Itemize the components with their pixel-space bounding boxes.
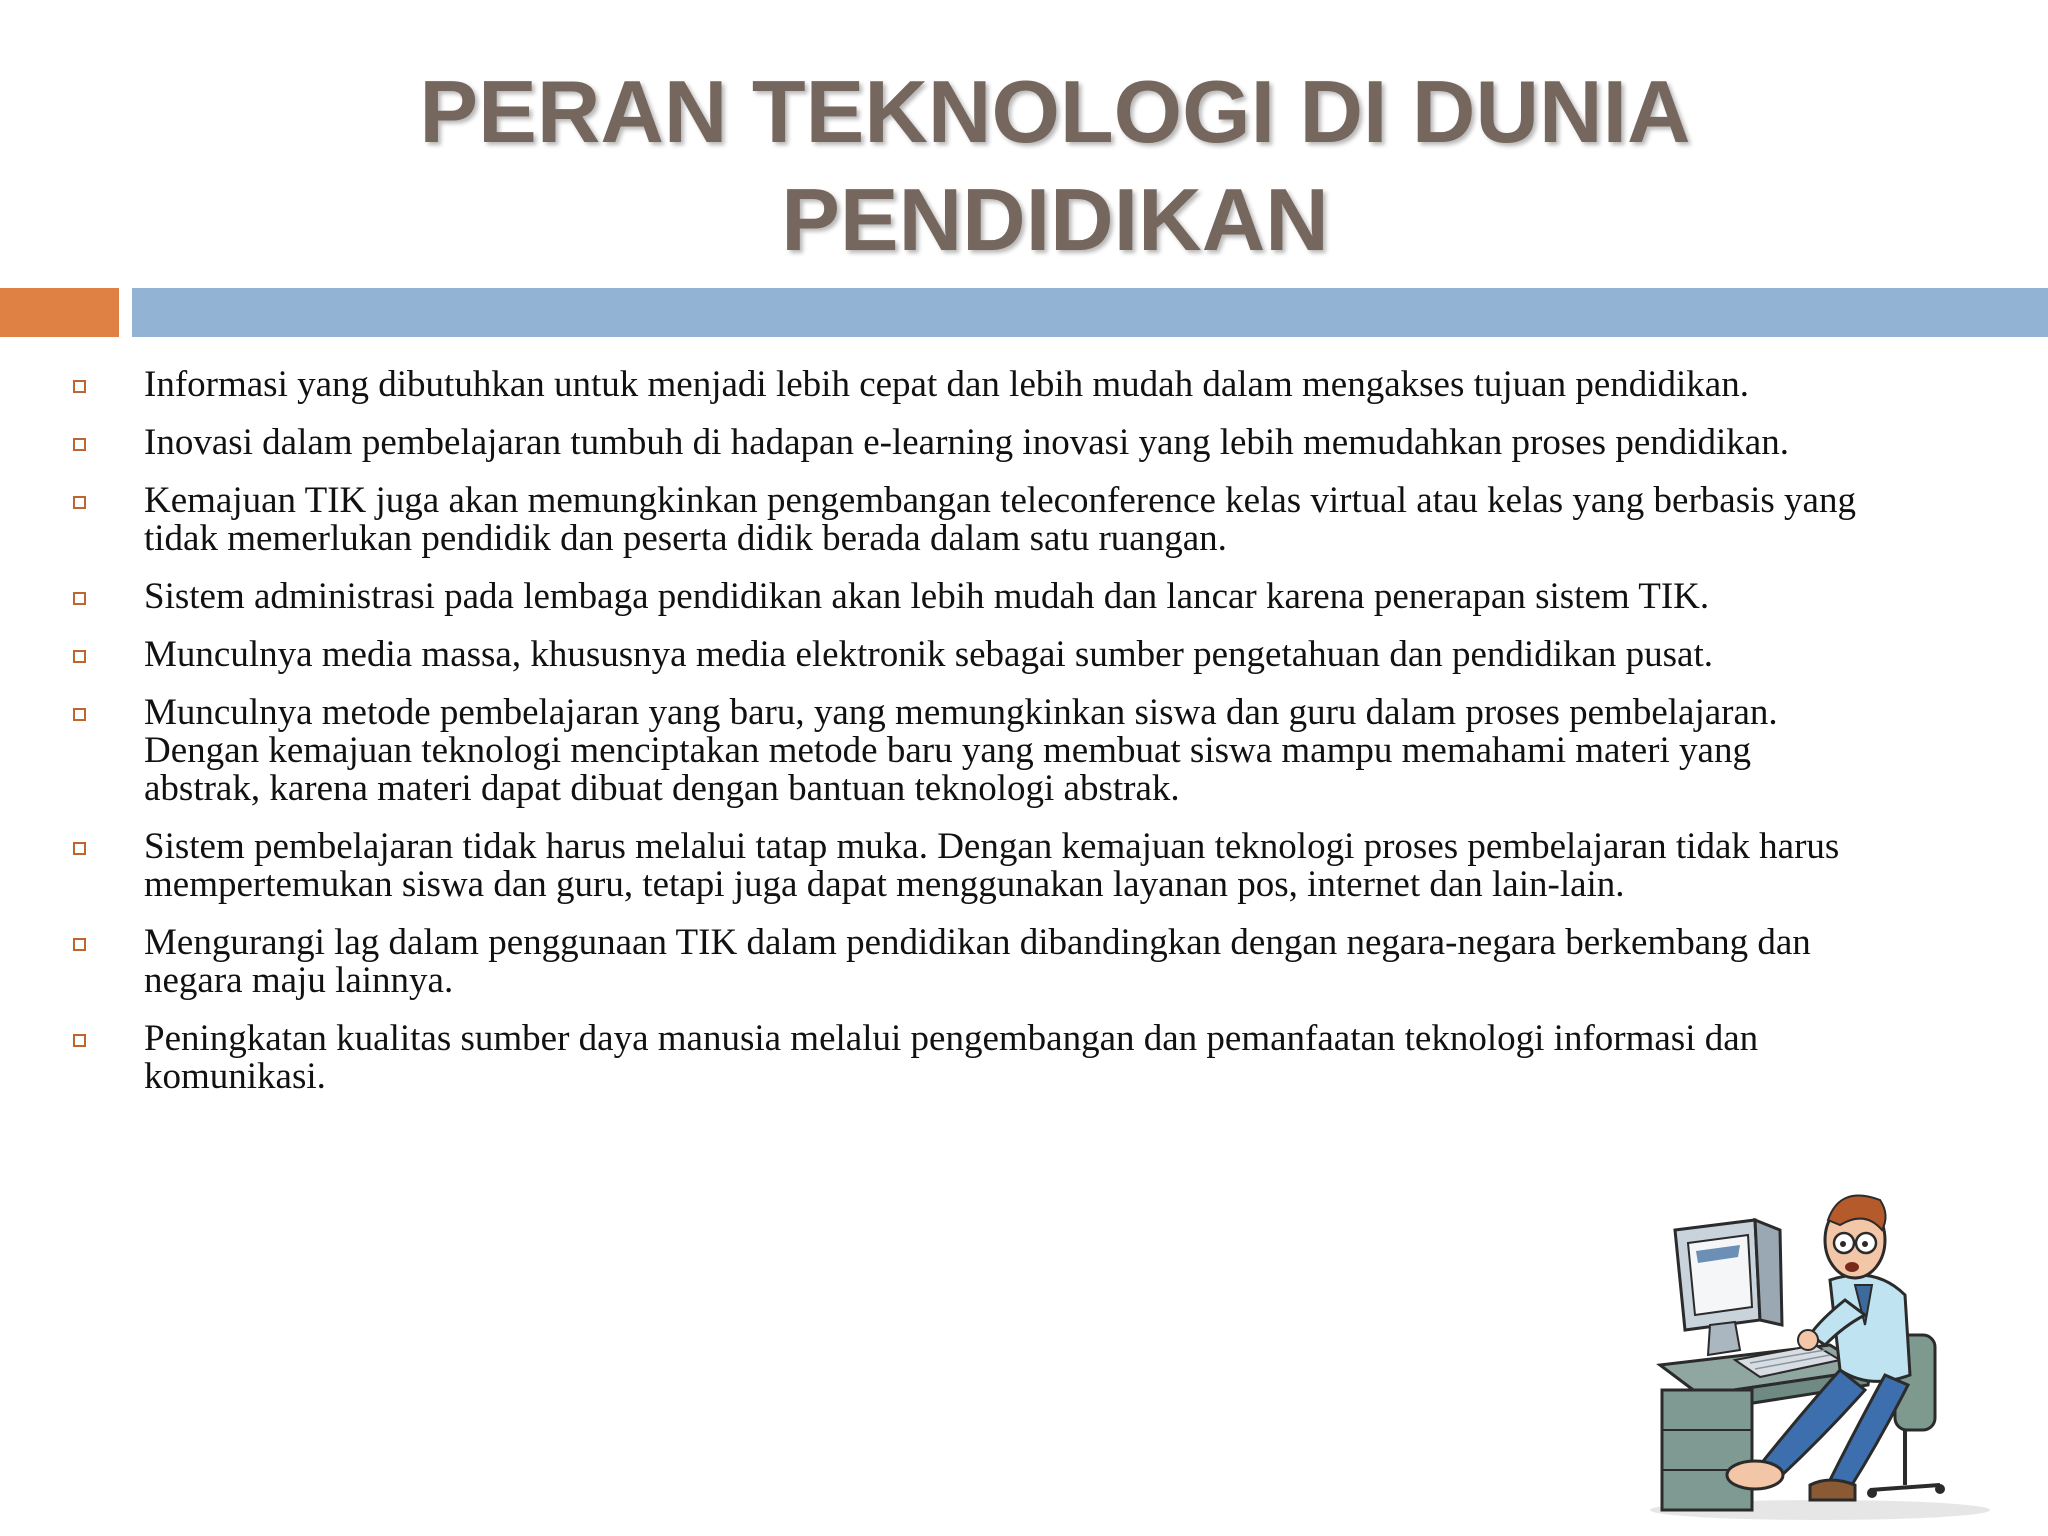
bullet-text: Mengurangi lag dalam penggunaan TIK dalam pendidikan dibandingkan dengan negara-negara berkembang dan negara maju lainnya.	[144, 922, 1811, 1001]
square-bullet-icon	[73, 496, 86, 509]
bullet-text: Munculnya media massa, khususnya media elektronik sebagai sumber pengetahuan dan pendidikan pusat.	[144, 634, 1713, 675]
bullet-text: Inovasi dalam pembelajaran tumbuh di hadapan e-learning inovasi yang lebih memudahkan proses pendidikan.	[144, 422, 1789, 463]
square-bullet-icon	[73, 592, 86, 605]
square-bullet-icon	[73, 938, 86, 951]
bullet-text: Sistem pembelajaran tidak harus melalui tatap muka. Dengan kemajuan teknologi proses pembelajaran tidak harus mempertemukan siswa dan guru, tetapi juga dapat menggunakan layanan pos, internet dan lain-lain.	[144, 826, 1840, 905]
square-bullet-icon	[73, 650, 86, 663]
bullet-text: Munculnya metode pembelajaran yang baru, yang memungkinkan siswa dan guru dalam proses pembelajaran. Dengan kemajuan teknologi menciptakan metode baru yang membuat siswa mampu memahami materi yang abstrak, karena materi dapat dibuat dengan bantuan teknologi abstrak.	[144, 692, 1778, 809]
man-at-computer-icon	[1640, 1185, 2000, 1525]
bullet-item	[0, 924, 2048, 1000]
bullet-text: Peningkatan kualitas sumber daya manusia melalui pengembangan dan pemanfaatan teknologi informasi dan komunikasi.	[144, 1018, 1759, 1097]
bullet-item	[0, 1020, 2048, 1096]
bullet-item	[0, 366, 2048, 404]
slide-title	[0, 58, 2048, 274]
accent-bar-blue	[132, 288, 2048, 337]
bullet-item	[0, 482, 2048, 558]
slide-title-line-2: PENDIDIKAN	[781, 170, 1329, 269]
bullet-item	[0, 424, 2048, 462]
bullet-text: Kemajuan TIK juga akan memungkinkan pengembangan teleconference kelas virtual atau kelas yang berbasis yang tidak memerlukan pendidik dan peserta didik berada dalam satu ruangan.	[144, 480, 1856, 559]
square-bullet-icon	[73, 1034, 86, 1047]
square-bullet-icon	[73, 842, 86, 855]
bullet-item	[0, 694, 2048, 808]
square-bullet-icon	[73, 380, 86, 393]
bullet-item	[0, 828, 2048, 904]
accent-bar-orange	[0, 288, 119, 337]
bullet-list	[0, 366, 2048, 1116]
slide-title-line-1: PERAN TEKNOLOGI DI DUNIA	[419, 62, 1691, 161]
bullet-text: Sistem administrasi pada lembaga pendidikan akan lebih mudah dan lancar karena penerapan sistem TIK.	[144, 576, 1710, 617]
bullet-item	[0, 636, 2048, 674]
bullet-item	[0, 578, 2048, 616]
square-bullet-icon	[73, 438, 86, 451]
bullet-text: Informasi yang dibutuhkan untuk menjadi lebih cepat dan lebih mudah dalam mengakses tujuan pendidikan.	[144, 364, 1749, 405]
square-bullet-icon	[73, 708, 86, 721]
